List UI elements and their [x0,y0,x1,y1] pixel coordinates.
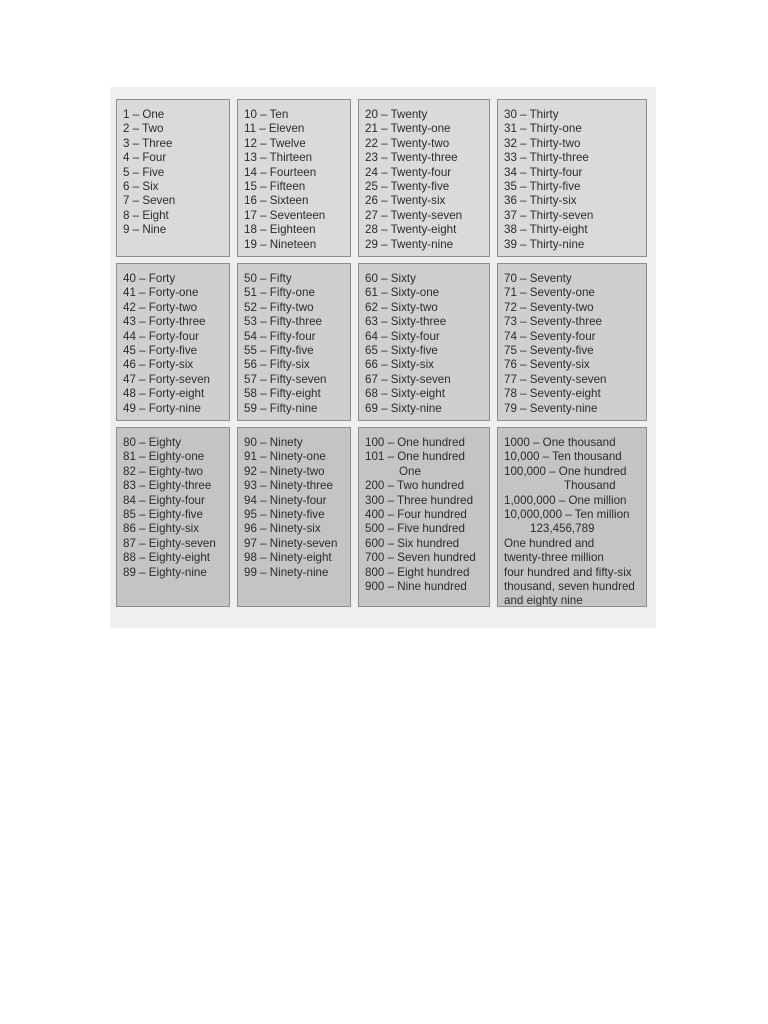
number-words-grid [116,99,656,615]
list-item: 86 – Eighty-six [123,522,200,536]
cell-tens [237,99,351,257]
list-item: 16 – Sixteen [244,194,309,208]
list-item: 94 – Ninety-four [244,493,327,507]
list-item: 82 – Eighty-two [123,464,203,478]
list-item: 80 – Eighty [123,436,182,449]
list-item: 92 – Ninety-two [244,464,325,478]
list-item: 18 – Eighteen [244,223,316,237]
list-item: 1,000,000 – One million [504,493,627,507]
list-item: 84 – Eighty-four [123,493,205,507]
list-item: Thousand [564,479,616,493]
list-item: 40 – Forty [123,272,176,285]
list-item: 50 – Fifty [244,272,292,285]
list-item: 53 – Fifty-three [244,315,322,329]
list-item: 10,000 – Ten thousand [504,450,622,464]
cell-large-numbers [497,427,647,607]
list-item: twenty-three million [504,551,604,565]
list-item: 24 – Twenty-four [365,165,452,179]
list-item: 78 – Seventy-eight [504,387,601,401]
list-item: 37 – Thirty-seven [504,208,594,222]
list-item: 87 – Eighty-seven [123,536,216,550]
list-item: 81 – Eighty-one [123,450,205,464]
list-item: 23 – Twenty-three [365,151,458,165]
list-item: 5 – Five [123,165,165,179]
list-item: 95 – Ninety-five [244,508,325,522]
list-item: 1 – One [123,108,165,121]
list-item: 59 – Fifty-nine [244,401,318,415]
list-item: 100 – One hundred [365,436,465,449]
list-item: 22 – Twenty-two [365,136,450,150]
list-item: 90 – Ninety [244,436,303,449]
list-item: 48 – Forty-eight [123,387,205,401]
list-item: thousand, seven hundred [504,580,635,594]
list-item: 79 – Seventy-nine [504,401,598,415]
list-item: 7 – Seven [123,194,176,208]
list-item: 46 – Forty-six [123,358,194,372]
list-item: 600 – Six hundred [365,536,460,550]
list-item: 69 – Sixty-nine [365,401,442,415]
list-item: 44 – Forty-four [123,329,200,343]
list-item: 99 – Ninety-nine [244,565,329,579]
list-item: 21 – Twenty-one [365,122,451,136]
list-item: 8 – Eight [123,208,169,222]
list-item: 36 – Thirty-six [504,194,577,208]
list-item: 62 – Sixty-two [365,300,438,314]
cell-sixties [358,263,490,421]
cell-eighties [116,427,230,607]
list-item: 400 – Four hundred [365,508,467,522]
list-item: 12 – Twelve [244,136,306,150]
cell-seventies [497,263,647,421]
list-item: 1000 – One thousand [504,436,616,449]
list-item: 33 – Thirty-three [504,151,589,165]
list-item: 2 – Two [123,122,164,136]
list-item: 51 – Fifty-one [244,286,315,300]
list-item: 83 – Eighty-three [123,479,212,493]
list-item: 101 – One hundred [365,450,465,464]
list-item: 14 – Fourteen [244,165,317,179]
list-item: 10,000,000 – Ten million [504,508,630,522]
list-item: 6 – Six [123,180,159,194]
list-item: 66 – Sixty-six [365,358,434,372]
list-item: One [399,464,421,478]
list-item: 15 – Fifteen [244,180,306,194]
cell-thirties [497,99,647,257]
list-item: 26 – Twenty-six [365,194,446,208]
list-item: 70 – Seventy [504,272,572,285]
list-item: 93 – Ninety-three [244,479,333,493]
list-item: 13 – Thirteen [244,151,313,165]
list-item: 11 – Eleven [244,122,305,136]
list-item: 68 – Sixty-eight [365,387,445,401]
list-item: and eighty nine [504,594,583,607]
cell-ones [116,99,230,257]
list-item: 67 – Sixty-seven [365,372,451,386]
list-item: 45 – Forty-five [123,344,198,358]
list-item: 96 – Ninety-six [244,522,321,536]
list-item: 500 – Five hundred [365,522,465,536]
list-item: 57 – Fifty-seven [244,372,327,386]
list-item: 20 – Twenty [365,108,428,121]
number-words-table-panel [110,87,656,628]
cell-nineties [237,427,351,607]
list-item: 700 – Seven hundred [365,551,476,565]
list-item: 30 – Thirty [504,108,559,121]
list-item: One hundred and [504,536,595,550]
list-item: 39 – Thirty-nine [504,237,585,251]
list-item: 61 – Sixty-one [365,286,440,300]
list-item: 300 – Three hundred [365,493,474,507]
list-item: 63 – Sixty-three [365,315,447,329]
list-item: 54 – Fifty-four [244,329,316,343]
cell-forties [116,263,230,421]
list-item: 55 – Fifty-five [244,344,314,358]
list-item: 900 – Nine hundred [365,580,467,594]
list-item: 123,456,789 [530,522,595,536]
list-item: 4 – Four [123,151,167,165]
list-item: 41 – Forty-one [123,286,199,300]
list-item: 49 – Forty-nine [123,401,201,415]
list-item: 19 – Nineteen [244,237,317,251]
list-item: 64 – Sixty-four [365,329,440,343]
list-item: 29 – Twenty-nine [365,237,454,251]
list-item: 35 – Thirty-five [504,180,581,194]
list-item: 38 – Thirty-eight [504,223,588,237]
list-item: 34 – Thirty-four [504,165,583,179]
list-item: 72 – Seventy-two [504,300,594,314]
list-item: 31 – Thirty-one [504,122,582,136]
list-item: 32 – Thirty-two [504,136,581,150]
list-item: 91 – Ninety-one [244,450,326,464]
cell-hundreds [358,427,490,607]
list-item: 47 – Forty-seven [123,372,210,386]
list-item: 52 – Fifty-two [244,300,314,314]
list-item: 88 – Eighty-eight [123,551,211,565]
list-item: 60 – Sixty [365,272,416,285]
list-item: 17 – Seventeen [244,208,326,222]
list-item: 27 – Twenty-seven [365,208,463,222]
list-item: 73 – Seventy-three [504,315,602,329]
list-item: 42 – Forty-two [123,300,198,314]
list-item: 65 – Sixty-five [365,344,438,358]
list-item: 98 – Ninety-eight [244,551,332,565]
list-item: 58 – Fifty-eight [244,387,321,401]
cell-fifties [237,263,351,421]
list-item: four hundred and fifty-six [504,565,632,579]
list-item: 28 – Twenty-eight [365,223,457,237]
list-item: 76 – Seventy-six [504,358,590,372]
list-item: 75 – Seventy-five [504,344,594,358]
list-item: 43 – Forty-three [123,315,206,329]
list-item: 25 – Twenty-five [365,180,450,194]
list-item: 10 – Ten [244,108,289,121]
list-item: 89 – Eighty-nine [123,565,207,579]
list-item: 74 – Seventy-four [504,329,596,343]
list-item: 3 – Three [123,136,173,150]
list-item: 56 – Fifty-six [244,358,310,372]
list-item: 100,000 – One hundred [504,464,627,478]
list-item: 85 – Eighty-five [123,508,203,522]
list-item: 9 – Nine [123,223,167,237]
list-item: 200 – Two hundred [365,479,465,493]
list-item: 800 – Eight hundred [365,565,470,579]
list-item: 77 – Seventy-seven [504,372,607,386]
cell-twenties [358,99,490,257]
list-item: 71 – Seventy-one [504,286,595,300]
list-item: 97 – Ninety-seven [244,536,338,550]
